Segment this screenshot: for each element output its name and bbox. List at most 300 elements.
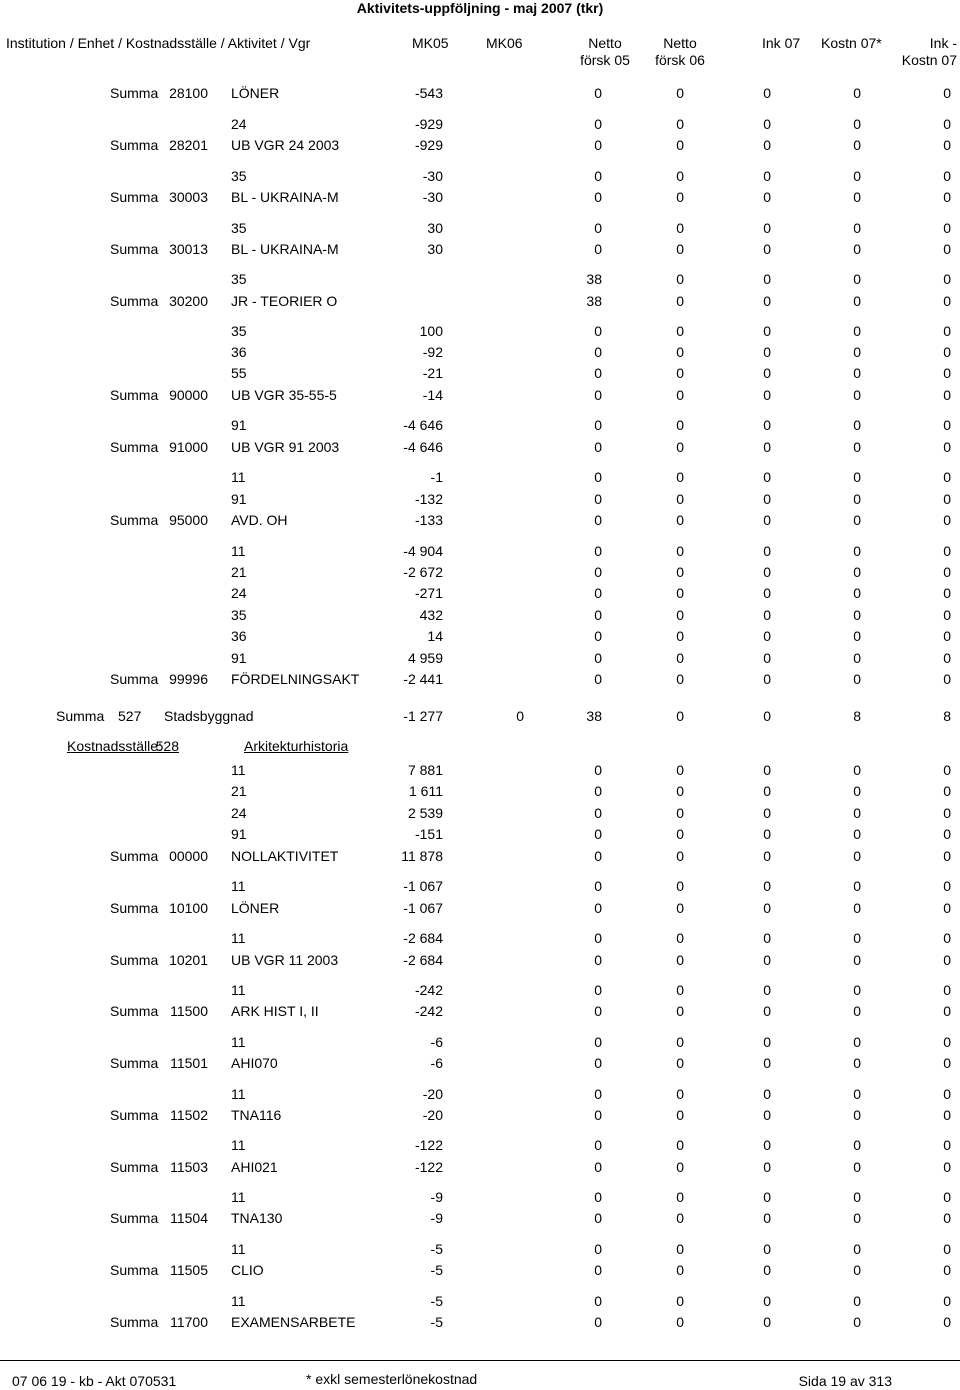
value-ink07: 0 [763, 1055, 771, 1071]
table-row [0, 980, 960, 1000]
value-kostn07: 0 [853, 805, 861, 821]
row-label: Summa [110, 900, 159, 916]
table-row [0, 415, 960, 435]
value-netto-forsk06: 0 [676, 512, 684, 528]
value-netto-forsk05: 0 [594, 189, 602, 205]
row-name: UB VGR 35-55-5 [231, 387, 337, 403]
value-ink-kostn07: 0 [943, 848, 951, 864]
value-mk05: -2 684 [403, 952, 443, 968]
summary-row [0, 385, 960, 405]
row-name: 11 [231, 762, 246, 778]
row-name: FÖRDELNINGSAKT [231, 671, 360, 687]
value-mk05: -30 [422, 168, 443, 184]
value-netto-forsk06: 0 [676, 783, 684, 799]
value-mk05: -9 [430, 1210, 443, 1226]
table-row [0, 928, 960, 948]
value-netto-forsk05: 0 [594, 116, 602, 132]
row-code: 11501 [170, 1055, 208, 1071]
row-name: Stadsbyggnad [164, 708, 254, 724]
value-netto-forsk05: 0 [594, 387, 602, 403]
value-netto-forsk06: 0 [676, 628, 684, 644]
row-name: 21 [231, 564, 247, 580]
value-netto-forsk05: 0 [594, 930, 602, 946]
summary-row [0, 135, 960, 155]
value-netto-forsk05: 0 [594, 241, 602, 257]
row-name: BL - UKRAINA-M [231, 241, 339, 257]
value-netto-forsk06: 0 [676, 387, 684, 403]
value-ink-kostn07: 0 [943, 628, 951, 644]
row-name: 55 [231, 365, 247, 381]
unit-total-row [0, 706, 960, 726]
value-mk05: 4 959 [407, 650, 443, 666]
value-ink-kostn07: 0 [943, 365, 951, 381]
row-name: TNA116 [231, 1107, 282, 1123]
row-name: JR - TEORIER O [231, 293, 338, 309]
value-mk05: -2 684 [403, 930, 443, 946]
value-netto-forsk05: 0 [594, 607, 602, 623]
value-ink-kostn07: 0 [943, 543, 951, 559]
value-ink-kostn07: 8 [943, 708, 951, 724]
row-name: 21 [231, 783, 247, 799]
value-netto-forsk05: 0 [594, 982, 602, 998]
value-ink07: 0 [763, 439, 771, 455]
summary-row [0, 1053, 960, 1073]
table-row [0, 562, 960, 582]
value-kostn07: 0 [853, 491, 861, 507]
value-mk05: -9 [430, 1189, 443, 1205]
value-ink-kostn07: 0 [943, 271, 951, 287]
summary-row [0, 950, 960, 970]
value-netto-forsk05: 0 [594, 1241, 602, 1257]
value-mk05: 1 611 [409, 783, 443, 799]
row-name: TNA130 [231, 1210, 283, 1226]
value-ink07: 0 [763, 1107, 771, 1123]
value-ink07: 0 [763, 116, 771, 132]
value-ink07: 0 [763, 607, 771, 623]
row-label: Summa [110, 1003, 159, 1019]
value-ink07: 0 [763, 323, 771, 339]
value-netto-forsk06: 0 [676, 848, 684, 864]
value-kostn07: 0 [853, 783, 861, 799]
value-netto-forsk06: 0 [676, 671, 684, 687]
value-kostn07: 0 [853, 607, 861, 623]
header-path: Institution / Enhet / Kostnadsställe / Aktivitet / Vgr [6, 35, 311, 51]
value-mk05: -929 [414, 116, 443, 132]
summary-row [0, 187, 960, 207]
value-ink07: 0 [763, 189, 771, 205]
value-mk05: -4 904 [403, 543, 443, 559]
row-code: 30200 [169, 293, 208, 309]
table-row [0, 803, 960, 823]
summary-row [0, 1105, 960, 1125]
value-netto-forsk05: 0 [594, 805, 602, 821]
value-ink07: 0 [763, 1159, 771, 1175]
value-netto-forsk05: 0 [594, 543, 602, 559]
table-row [0, 626, 960, 646]
table-row [0, 876, 960, 896]
row-name: UB VGR 24 2003 [231, 137, 340, 153]
row-code: 28201 [169, 137, 208, 153]
row-name: 35 [231, 271, 247, 287]
value-ink07: 0 [763, 417, 771, 433]
value-mk05: -30 [422, 189, 443, 205]
value-netto-forsk06: 0 [676, 344, 684, 360]
value-ink-kostn07: 0 [943, 1314, 951, 1330]
table-row [0, 1032, 960, 1052]
value-ink-kostn07: 0 [943, 439, 951, 455]
summary-row [0, 437, 960, 457]
value-netto-forsk05: 0 [594, 469, 602, 485]
row-name: 36 [231, 344, 247, 360]
value-ink-kostn07: 0 [943, 241, 951, 257]
value-ink-kostn07: 0 [943, 1034, 951, 1050]
row-label: Summa [110, 85, 159, 101]
value-netto-forsk05: 0 [594, 878, 602, 894]
value-netto-forsk06: 0 [676, 293, 684, 309]
value-netto-forsk06: 0 [676, 1034, 684, 1050]
value-kostn07: 0 [853, 439, 861, 455]
value-ink07: 0 [763, 1293, 771, 1309]
value-netto-forsk06: 0 [676, 1262, 684, 1278]
table-row [0, 1291, 960, 1311]
value-ink07: 0 [763, 650, 771, 666]
value-ink07: 0 [763, 930, 771, 946]
value-netto-forsk05: 0 [594, 1086, 602, 1102]
summary-row [0, 1157, 960, 1177]
value-kostn07: 0 [853, 564, 861, 580]
value-netto-forsk05: 0 [594, 512, 602, 528]
value-netto-forsk06: 0 [676, 878, 684, 894]
footer-date: 07 06 19 - kb - Akt 070531 [12, 1373, 177, 1389]
cost-centre-heading [0, 736, 960, 756]
value-ink07: 0 [763, 168, 771, 184]
row-name: 11 [231, 878, 246, 894]
value-mk05: 432 [419, 607, 443, 623]
value-ink-kostn07: 0 [943, 1262, 951, 1278]
row-label: Summa [110, 189, 159, 205]
value-mk05: -2 672 [403, 564, 443, 580]
value-ink-kostn07: 0 [943, 85, 951, 101]
header-netto05: Netto försk 05 [580, 35, 630, 68]
value-netto-forsk06: 0 [676, 168, 684, 184]
value-netto-forsk06: 0 [676, 1210, 684, 1226]
row-label: Kostnadsställe: [67, 738, 162, 754]
value-ink07: 0 [763, 491, 771, 507]
value-netto-forsk05: 0 [594, 85, 602, 101]
value-netto-forsk06: 0 [676, 930, 684, 946]
header-mk05: MK05 [412, 35, 449, 51]
row-name: 11 [231, 1293, 246, 1309]
value-kostn07: 0 [853, 323, 861, 339]
row-name: LÖNER [231, 900, 280, 916]
value-ink-kostn07: 0 [943, 1241, 951, 1257]
value-netto-forsk06: 0 [676, 1003, 684, 1019]
row-code: 90000 [169, 387, 208, 403]
value-kostn07: 0 [853, 952, 861, 968]
row-code: 95000 [169, 512, 208, 528]
value-mk05: 30 [427, 220, 443, 236]
row-name: 35 [231, 607, 247, 623]
row-code: 11504 [170, 1210, 208, 1226]
value-kostn07: 0 [853, 1314, 861, 1330]
value-netto-forsk05: 0 [594, 344, 602, 360]
row-code: 11500 [170, 1003, 208, 1019]
value-ink-kostn07: 0 [943, 585, 951, 601]
value-kostn07: 0 [853, 1241, 861, 1257]
value-netto-forsk05: 0 [594, 1210, 602, 1226]
value-kostn07: 0 [853, 241, 861, 257]
value-ink-kostn07: 0 [943, 1107, 951, 1123]
value-mk05: -20 [422, 1086, 443, 1102]
value-mk05: 100 [419, 323, 443, 339]
value-mk05: -4 646 [403, 439, 443, 455]
value-ink-kostn07: 0 [943, 671, 951, 687]
summary-row [0, 83, 960, 103]
value-netto-forsk06: 0 [676, 1241, 684, 1257]
value-netto-forsk05: 38 [586, 271, 602, 287]
row-name: 91 [231, 650, 247, 666]
value-ink07: 0 [763, 1086, 771, 1102]
value-netto-forsk06: 0 [676, 708, 684, 724]
value-netto-forsk05: 0 [594, 491, 602, 507]
row-name: 11 [231, 469, 246, 485]
value-netto-forsk05: 0 [594, 1003, 602, 1019]
value-netto-forsk05: 0 [594, 952, 602, 968]
value-ink07: 0 [763, 900, 771, 916]
value-netto-forsk05: 0 [594, 417, 602, 433]
value-netto-forsk06: 0 [676, 241, 684, 257]
row-name: UB VGR 91 2003 [231, 439, 340, 455]
value-ink07: 0 [763, 952, 771, 968]
row-name: Arkitekturhistoria [244, 738, 349, 754]
summary-row [0, 510, 960, 530]
row-name: 11 [231, 1034, 246, 1050]
row-code: 91000 [169, 439, 208, 455]
value-ink-kostn07: 0 [943, 512, 951, 528]
value-kostn07: 0 [853, 1107, 861, 1123]
row-name: CLIO [231, 1262, 264, 1278]
value-mk05: -21 [422, 365, 443, 381]
table-row [0, 824, 960, 844]
value-mk05: -1 067 [403, 878, 443, 894]
value-mk05: -133 [414, 512, 443, 528]
row-label: Summa [110, 1210, 159, 1226]
table-row [0, 269, 960, 289]
value-netto-forsk05: 0 [594, 762, 602, 778]
row-code: 11700 [170, 1314, 208, 1330]
value-kostn07: 0 [853, 1003, 861, 1019]
value-netto-forsk05: 0 [594, 1107, 602, 1123]
row-name: 11 [231, 543, 246, 559]
table-row [0, 781, 960, 801]
value-ink-kostn07: 0 [943, 323, 951, 339]
table-row [0, 166, 960, 186]
value-netto-forsk05: 0 [594, 826, 602, 842]
value-mk05: -20 [422, 1107, 443, 1123]
value-ink-kostn07: 0 [943, 650, 951, 666]
row-name: 35 [231, 220, 247, 236]
value-kostn07: 0 [853, 543, 861, 559]
value-kostn07: 0 [853, 344, 861, 360]
value-netto-forsk05: 0 [594, 783, 602, 799]
footer-page-number: Sida 19 av 313 [798, 1373, 892, 1389]
value-netto-forsk06: 0 [676, 491, 684, 507]
value-ink-kostn07: 0 [943, 293, 951, 309]
row-name: 11 [231, 1137, 246, 1153]
value-kostn07: 0 [853, 271, 861, 287]
value-kostn07: 0 [853, 1086, 861, 1102]
value-kostn07: 0 [853, 1293, 861, 1309]
value-kostn07: 0 [853, 1034, 861, 1050]
value-kostn07: 0 [853, 1210, 861, 1226]
value-ink07: 0 [763, 469, 771, 485]
value-kostn07: 0 [853, 168, 861, 184]
report-title: Aktivitets-uppföljning - maj 2007 (tkr) [356, 0, 604, 16]
value-netto-forsk06: 0 [676, 762, 684, 778]
value-netto-forsk06: 0 [676, 137, 684, 153]
value-ink-kostn07: 0 [943, 1159, 951, 1175]
row-name: UB VGR 11 2003 [231, 952, 339, 968]
row-label: Summa [110, 952, 159, 968]
value-ink07: 0 [763, 543, 771, 559]
row-code: 99996 [169, 671, 208, 687]
row-name: 11 [231, 1189, 246, 1205]
value-kostn07: 0 [853, 628, 861, 644]
value-kostn07: 0 [853, 650, 861, 666]
value-ink07: 0 [763, 848, 771, 864]
row-name: LÖNER [231, 85, 280, 101]
row-code: 10100 [169, 900, 208, 916]
value-ink-kostn07: 0 [943, 805, 951, 821]
value-ink-kostn07: 0 [943, 189, 951, 205]
value-netto-forsk05: 0 [594, 1189, 602, 1205]
value-mk05: 11 878 [401, 848, 443, 864]
value-kostn07: 0 [853, 1055, 861, 1071]
value-mk05: -543 [414, 85, 443, 101]
value-ink07: 0 [763, 762, 771, 778]
value-ink-kostn07: 0 [943, 116, 951, 132]
value-netto-forsk05: 38 [586, 708, 602, 724]
table-row [0, 1187, 960, 1207]
value-netto-forsk06: 0 [676, 805, 684, 821]
value-ink07: 0 [763, 1034, 771, 1050]
value-ink07: 0 [763, 241, 771, 257]
value-netto-forsk06: 0 [676, 1189, 684, 1205]
value-netto-forsk05: 0 [594, 137, 602, 153]
header-netto06: Netto försk 06 [655, 35, 705, 68]
value-netto-forsk06: 0 [676, 220, 684, 236]
value-netto-forsk06: 0 [676, 585, 684, 601]
row-name: 24 [231, 116, 247, 132]
value-ink07: 0 [763, 628, 771, 644]
row-name: 11 [231, 982, 246, 998]
value-ink-kostn07: 0 [943, 900, 951, 916]
row-code: 10201 [169, 952, 208, 968]
value-netto-forsk06: 0 [676, 323, 684, 339]
value-ink-kostn07: 0 [943, 564, 951, 580]
value-netto-forsk06: 0 [676, 116, 684, 132]
row-label: Summa [110, 293, 159, 309]
value-kostn07: 0 [853, 365, 861, 381]
value-ink-kostn07: 0 [943, 878, 951, 894]
value-ink-kostn07: 0 [943, 344, 951, 360]
value-mk05: -132 [414, 491, 443, 507]
value-netto-forsk05: 0 [594, 168, 602, 184]
value-mk05: -92 [422, 344, 443, 360]
value-mk05: -5 [430, 1293, 443, 1309]
table-row [0, 1135, 960, 1155]
row-label: Summa [110, 241, 159, 257]
value-mk05: -151 [414, 826, 443, 842]
row-name: AVD. OH [231, 512, 288, 528]
value-ink-kostn07: 0 [943, 1137, 951, 1153]
row-name: 35 [231, 168, 247, 184]
row-name: 11 [231, 1086, 246, 1102]
value-mk05: -1 277 [403, 708, 443, 724]
value-netto-forsk05: 0 [594, 1262, 602, 1278]
value-netto-forsk05: 0 [594, 1137, 602, 1153]
row-label: Summa [110, 387, 159, 403]
value-ink07: 0 [763, 982, 771, 998]
value-ink-kostn07: 0 [943, 137, 951, 153]
table-row [0, 583, 960, 603]
value-mk05: -122 [414, 1137, 443, 1153]
value-ink07: 0 [763, 387, 771, 403]
row-label: Summa [110, 439, 159, 455]
value-mk05: -4 646 [403, 417, 443, 433]
value-mk05: -2 441 [403, 671, 443, 687]
value-netto-forsk05: 0 [594, 848, 602, 864]
table-row [0, 467, 960, 487]
header-kostn07: Kostn 07* [821, 35, 882, 51]
row-name: AHI021 [231, 1159, 278, 1175]
value-netto-forsk06: 0 [676, 85, 684, 101]
value-netto-forsk06: 0 [676, 900, 684, 916]
value-ink07: 0 [763, 805, 771, 821]
value-netto-forsk06: 0 [676, 417, 684, 433]
value-kostn07: 0 [853, 387, 861, 403]
table-row [0, 489, 960, 509]
row-code: 528 [155, 738, 179, 754]
value-kostn07: 0 [853, 826, 861, 842]
value-netto-forsk05: 38 [586, 293, 602, 309]
row-label: Summa [110, 848, 159, 864]
table-row [0, 363, 960, 383]
value-ink-kostn07: 0 [943, 1293, 951, 1309]
value-ink07: 0 [763, 826, 771, 842]
value-netto-forsk05: 0 [594, 439, 602, 455]
row-name: ARK HIST I, II [231, 1003, 319, 1019]
value-ink07: 0 [763, 878, 771, 894]
row-name: 24 [231, 805, 247, 821]
value-netto-forsk05: 0 [594, 1055, 602, 1071]
value-netto-forsk06: 0 [676, 1107, 684, 1123]
summary-row [0, 1260, 960, 1280]
value-netto-forsk05: 0 [594, 1159, 602, 1175]
row-name: 11 [231, 1241, 246, 1257]
value-ink07: 0 [763, 271, 771, 287]
row-label: Summa [110, 1314, 159, 1330]
value-kostn07: 0 [853, 1262, 861, 1278]
value-ink07: 0 [763, 783, 771, 799]
value-netto-forsk06: 0 [676, 1055, 684, 1071]
row-label: Summa [110, 1055, 159, 1071]
summary-row [0, 669, 960, 689]
row-name: 36 [231, 628, 247, 644]
value-netto-forsk06: 0 [676, 607, 684, 623]
value-ink-kostn07: 0 [943, 607, 951, 623]
value-ink07: 0 [763, 365, 771, 381]
